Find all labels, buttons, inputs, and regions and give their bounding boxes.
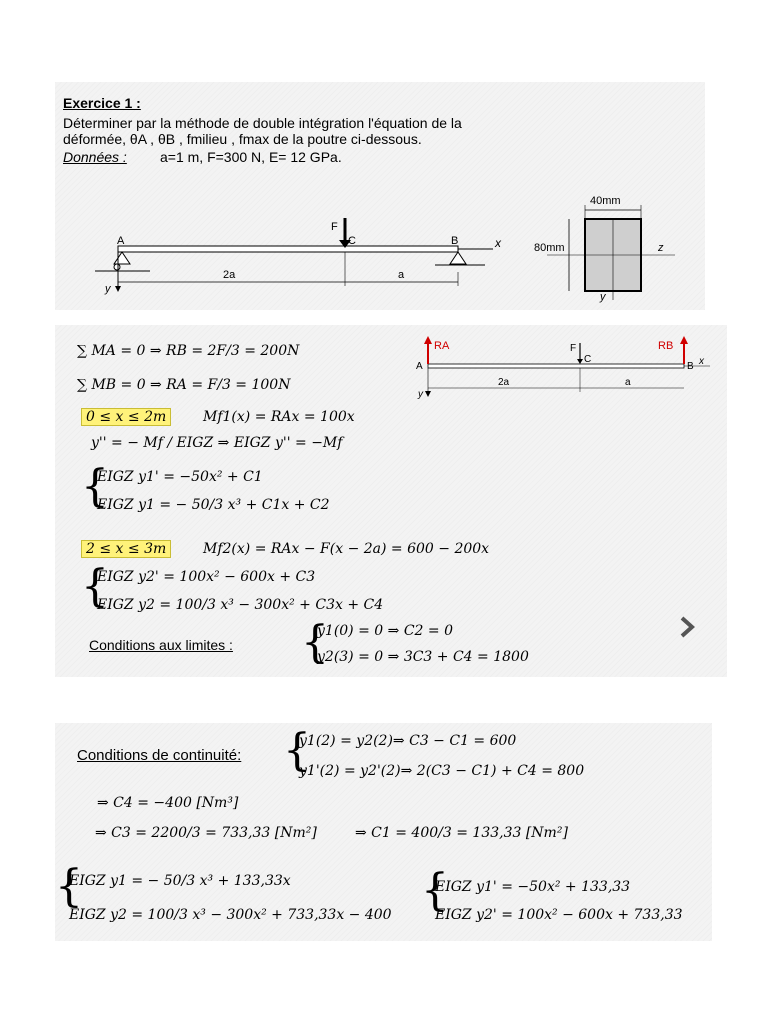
section-width-label: 40mm bbox=[590, 195, 621, 207]
final-deflection-1: EIGZ y1 = − 50/3 x³ + 133,33x bbox=[69, 873, 291, 889]
axis-y-label: y bbox=[105, 283, 111, 295]
bending-moment-2: Mf2(x) = RAx − F(x − 2a) = 600 − 200x bbox=[203, 541, 490, 557]
final-deflection-2: EIGZ y2 = 100/3 x³ − 300x² + 733,33x − 400 bbox=[69, 907, 392, 923]
constant-c1: ⇒ C1 = 400/3 = 133,33 [Nm²] bbox=[355, 825, 568, 841]
reaction-b-label: RB bbox=[658, 340, 674, 352]
dim-a-label: a bbox=[398, 269, 405, 281]
system-1-slope: EIGZ y1' = −50x² + C1 bbox=[97, 469, 263, 485]
boundary-condition-1: y1(0) = 0 ⇒ C2 = 0 bbox=[317, 623, 453, 639]
axis-x-label: x bbox=[495, 236, 501, 250]
system-1-brace: { bbox=[81, 461, 109, 512]
system-2-deflection: EIGZ y2 = 100/3 x³ − 300x² + C3x + C4 bbox=[97, 597, 384, 613]
point-c-label-small: C bbox=[584, 354, 592, 365]
dim-2a-label: 2a bbox=[223, 269, 236, 281]
section-axis-y-label: y bbox=[600, 291, 606, 303]
point-a-label-small: A bbox=[416, 361, 423, 372]
boundary-conditions-label: Conditions aux limites : bbox=[89, 637, 233, 653]
equilibrium-equation-b: ∑ MB = 0 ⇒ RA = F/3 = 100N bbox=[77, 377, 291, 393]
donnees-label: Données : bbox=[63, 149, 127, 165]
point-b-label: B bbox=[451, 235, 459, 247]
boundary-condition-2: y2(3) = 0 ⇒ 3C3 + C4 = 1800 bbox=[317, 649, 529, 665]
system-2-slope: EIGZ y2' = 100x² − 600x + C3 bbox=[97, 569, 316, 585]
exercise-statement-line2: déformée, θA , θB , fmilieu , fmax de la poutre ci-dessous. bbox=[63, 131, 422, 147]
system-1-deflection: EIGZ y1 = − 50/3 x³ + C1x + C2 bbox=[97, 497, 330, 513]
bending-moment-1: Mf1(x) = RAx = 100x bbox=[203, 409, 355, 425]
continuity-conditions-label: Conditions de continuité: bbox=[77, 747, 242, 764]
exercise-panel bbox=[55, 82, 705, 310]
dim-a-label-small: a bbox=[625, 377, 631, 388]
final-slope-brace: { bbox=[421, 865, 449, 916]
continuity-condition-1: y1(2) = y2(2)⇒ C3 − C1 = 600 bbox=[299, 733, 517, 749]
solution-panel bbox=[55, 325, 727, 677]
axis-y-label-small: y bbox=[418, 389, 423, 400]
deflection-relation: y'' = − Mf / EIGZ ⇒ EIGZ y'' = −Mf bbox=[91, 435, 343, 451]
constant-c3: ⇒ C3 = 2200/3 = 733,33 [Nm²] bbox=[95, 825, 317, 841]
exercise-statement-line1: Déterminer par la méthode de double intégration l'équation de la bbox=[63, 115, 462, 131]
equilibrium-equation-a: ∑ MA = 0 ⇒ RB = 2F/3 = 200N bbox=[77, 343, 300, 359]
exercise-title: Exercice 1 : bbox=[63, 95, 141, 111]
donnees-values: a=1 m, F=300 N, E= 12 GPa. bbox=[160, 149, 342, 165]
dim-2a-label-small: 2a bbox=[498, 377, 510, 388]
continuity-brace: { bbox=[283, 725, 311, 776]
force-label: F bbox=[331, 221, 338, 233]
boundary-brace: { bbox=[301, 617, 329, 668]
system-2-brace: { bbox=[81, 561, 109, 612]
reaction-diagram bbox=[410, 335, 710, 435]
beam-diagram bbox=[55, 82, 705, 310]
section-axis-z-label: z bbox=[658, 242, 664, 254]
range-2-label: 2 ≤ x ≤ 3m bbox=[81, 540, 171, 558]
range-1-label: 0 ≤ x ≤ 2m bbox=[81, 408, 171, 426]
axis-x-label-small: x bbox=[699, 356, 704, 367]
chevron-right-icon[interactable] bbox=[677, 615, 697, 639]
point-a-label: A bbox=[117, 235, 125, 247]
point-b-label-small: B bbox=[687, 361, 694, 372]
final-deflection-brace: { bbox=[55, 861, 83, 912]
range-1-box bbox=[81, 409, 171, 425]
point-c-label: C bbox=[348, 235, 356, 247]
section-height-label: 80mm bbox=[534, 242, 565, 254]
constant-c4: ⇒ C4 = −400 [Nm³] bbox=[97, 795, 239, 811]
continuity-condition-2: y1'(2) = y2'(2)⇒ 2(C3 − C1) + C4 = 800 bbox=[299, 763, 585, 779]
final-slope-2: EIGZ y2' = 100x² − 600x + 733,33 bbox=[435, 907, 683, 923]
continuity-panel bbox=[55, 723, 712, 941]
reaction-a-label: RA bbox=[434, 340, 450, 352]
final-slope-1: EIGZ y1' = −50x² + 133,33 bbox=[435, 879, 631, 895]
force-label-small: F bbox=[570, 343, 577, 354]
range-2-box bbox=[81, 541, 171, 557]
